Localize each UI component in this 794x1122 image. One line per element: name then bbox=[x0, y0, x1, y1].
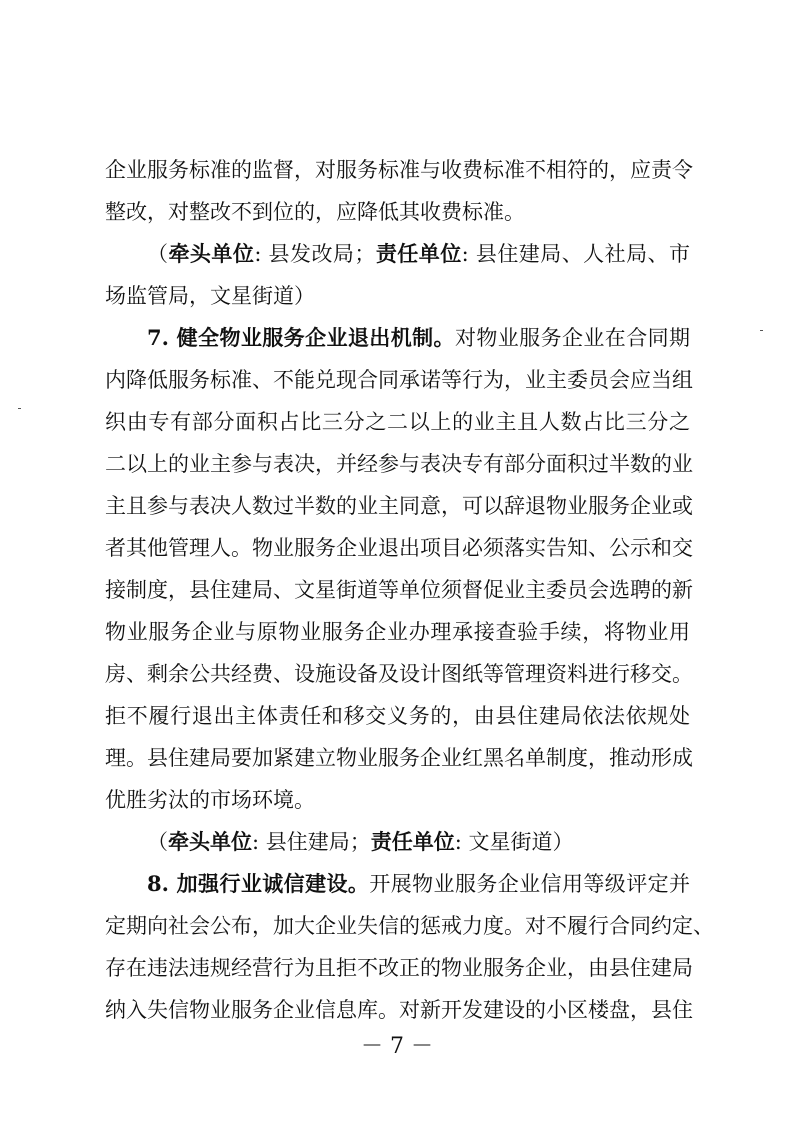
lead-unit-label: 牵头单位 bbox=[168, 241, 255, 266]
section-heading: 7. 健全物业服务企业退出机制。 bbox=[147, 325, 455, 350]
paragraph-line: 房、剩余公共经费、设施设备及设计图纸等管理资料进行移交。 bbox=[105, 662, 693, 686]
paragraph-line: 主且参与表决人数过半数的业主同意，可以辞退物业服务企业或 bbox=[105, 494, 693, 518]
paragraph-line: 纳入失信物业服务企业信息库。对新开发建设的小区楼盘，县住 bbox=[105, 998, 693, 1022]
responsibility-note bbox=[147, 239, 690, 269]
responsible-unit-label: 责任单位 bbox=[370, 829, 455, 854]
paragraph-line: 内降低服务标准、不能兑现合同承诺等行为，业主委员会应当组 bbox=[105, 368, 693, 392]
paragraph-line: 二以上的业主参与表决，并经参与表决专有部分面积过半数的业 bbox=[105, 452, 693, 476]
responsible-unit-value: : 文星街道） bbox=[454, 830, 574, 854]
bracket-open: （ bbox=[147, 830, 168, 854]
paragraph-line: 存在违法违规经营行为且拒不改正的物业服务企业，由县住建局 bbox=[105, 956, 693, 980]
responsible-unit-label: 责任单位 bbox=[375, 241, 462, 266]
section-heading: 8. 加强行业诚信建设。 bbox=[147, 871, 370, 896]
paragraph-line: 织由专有部分面积占比三分之二以上的业主且人数占比三分之 bbox=[105, 410, 690, 434]
section-heading-line bbox=[147, 869, 690, 899]
paragraph-line: 定期向社会公布，加大企业失信的惩戒力度。对不履行合同约定、 bbox=[105, 914, 714, 938]
responsibility-note bbox=[147, 827, 690, 857]
paragraph-line: 者其他管理人。物业服务企业退出项目必须落实告知、公示和交 bbox=[105, 536, 693, 560]
paragraph-line: 理。县住建局要加紧建立物业服务企业红黑名单制度，推动形成 bbox=[105, 746, 693, 770]
section-text: 开展物业服务企业信用等级评定并 bbox=[369, 872, 691, 896]
scan-speck bbox=[760, 330, 763, 331]
scan-speck bbox=[18, 408, 21, 409]
paragraph-line: 整改，对整改不到位的，应降低其收费标准。 bbox=[105, 200, 525, 224]
paragraph-line: 接制度，县住建局、文星街道等单位须督促业主委员会选聘的新 bbox=[105, 578, 693, 602]
lead-unit-value: : 县住建局； bbox=[252, 830, 371, 854]
page-number: － 7 － bbox=[361, 1034, 433, 1059]
paragraph-line: 场监管局，文星街道） bbox=[105, 284, 315, 308]
lead-unit-value: : 县发改局； bbox=[254, 242, 376, 266]
paragraph-line: 优胜劣汰的市场环境。 bbox=[105, 788, 315, 812]
lead-unit-label: 牵头单位 bbox=[168, 829, 252, 854]
section-text: 对物业服务企业在合同期 bbox=[454, 326, 691, 350]
paragraph-line: 拒不履行退出主体责任和移交义务的，由县住建局依法依规处 bbox=[105, 704, 690, 728]
section-heading-line bbox=[147, 323, 690, 353]
paragraph-line: 物业服务企业与原物业服务企业办理承接查验手续，将物业用 bbox=[105, 620, 690, 644]
bracket-open: （ bbox=[147, 242, 169, 266]
responsible-unit-value: : 县住建局、人社局、市 bbox=[461, 242, 690, 266]
paragraph-line: 企业服务标准的监督，对服务标准与收费标准不相符的，应责令 bbox=[105, 158, 693, 182]
